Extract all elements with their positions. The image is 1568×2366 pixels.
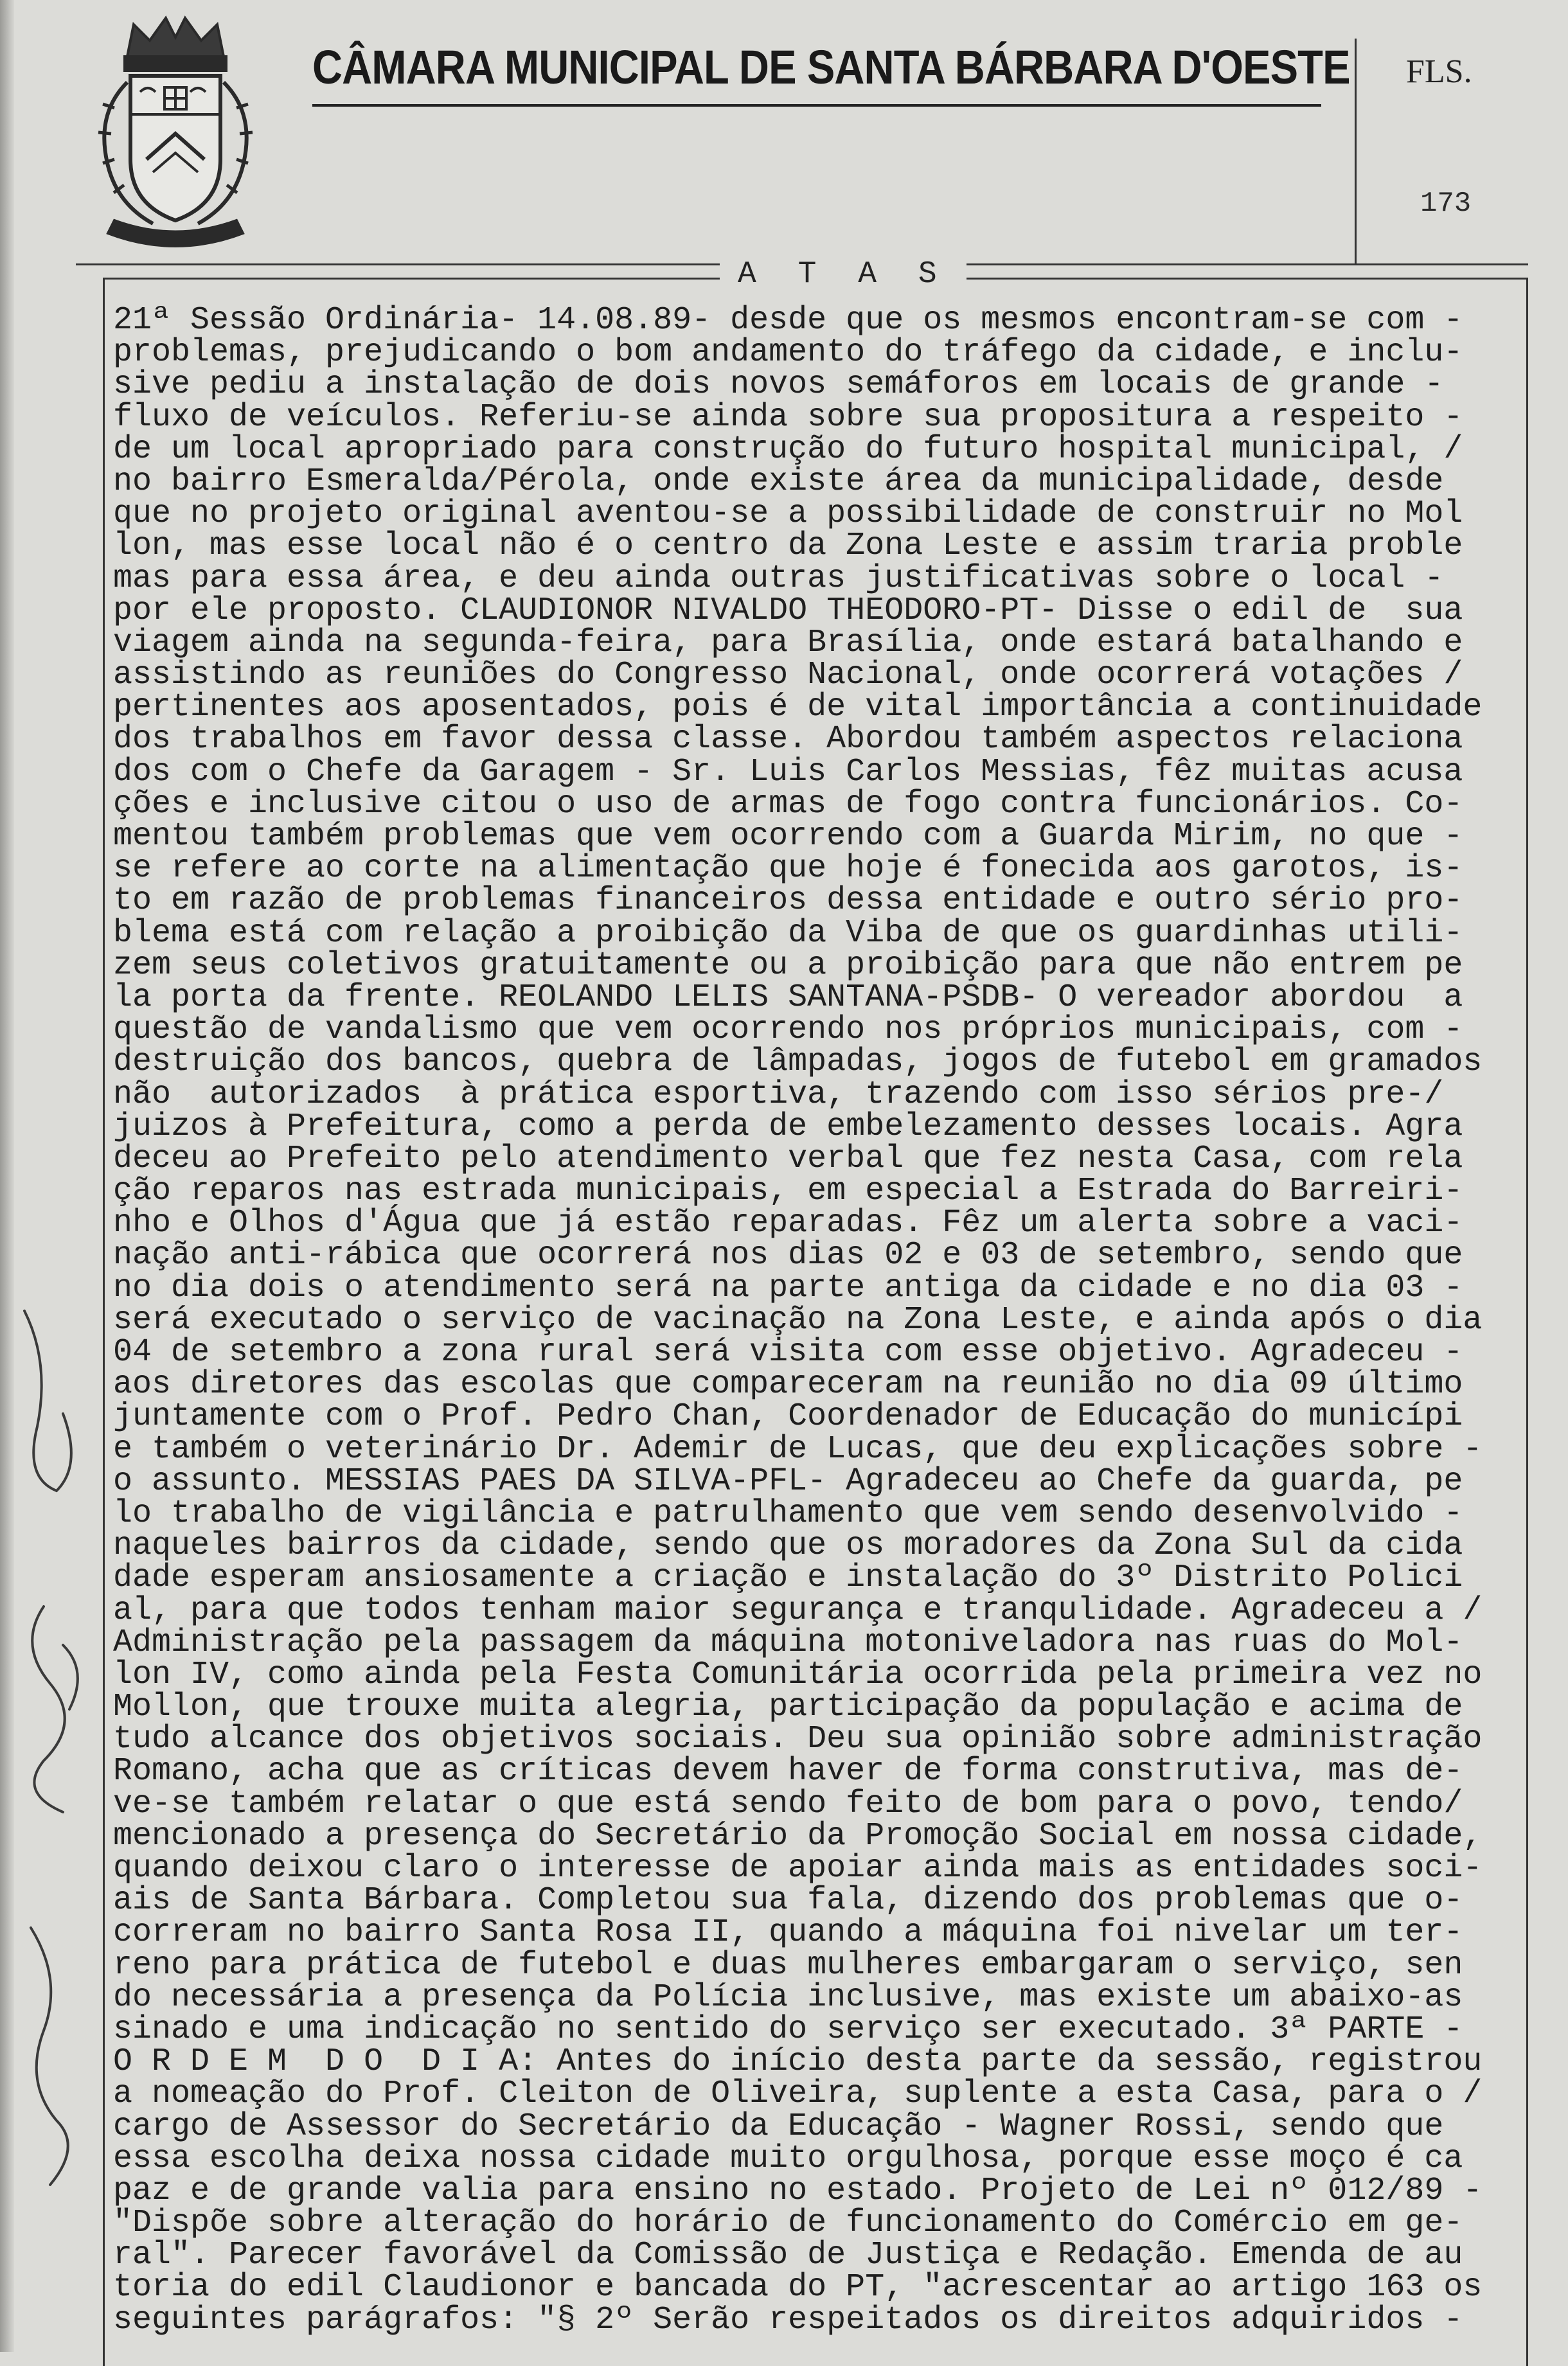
text-line: tudo alcance dos objetivos sociais. Deu sua opinião sobre administração xyxy=(113,1721,1483,1758)
text-line: no dia dois o atendimento será na parte antiga da cidade e no dia 03 - xyxy=(113,1269,1463,1306)
text-line: lo trabalho de vigilância e patrulhamento que vem sendo desenvolvido - xyxy=(113,1495,1463,1532)
text-line: quando deixou claro o interesse de apoiar ainda mais as entidades soci- xyxy=(113,1850,1483,1887)
text-line: ções e inclusive citou o uso de armas de fogo contra funcionários. Co- xyxy=(113,785,1463,823)
text-line: 21ª Sessão Ordinária- 14.08.89- desde que os mesmos encontram-se com - xyxy=(113,302,1463,339)
page-number: 173 xyxy=(1420,188,1472,220)
text-line: la porta da frente. REOLANDO LELIS SANTANA-PSDB- O vereador abordou a xyxy=(113,979,1463,1016)
text-line: ais de Santa Bárbara. Completou sua fala, dizendo dos problemas que o- xyxy=(113,1882,1463,1919)
text-line: não autorizados à prática esportiva, trazendo com isso sérios pre-/ xyxy=(113,1076,1444,1113)
text-line: aos diretores das escolas que compareceram na reunião no dia 09 último xyxy=(113,1366,1463,1403)
text-line: ve-se também relatar o que está sendo feito de bom para o povo, tendo/ xyxy=(113,1785,1463,1822)
text-line: toria do edil Claudionor e bancada do PT, "acrescentar ao artigo 163 os xyxy=(113,2269,1483,2306)
text-line: to em razão de problemas financeiros dessa entidade e outro sério pro- xyxy=(113,882,1463,920)
text-line: a nomeação do Prof. Cleiton de Oliveira, suplente a esta Casa, para o / xyxy=(113,2076,1483,2113)
text-line: Romano, acha que as críticas devem haver de forma construtiva, mas de- xyxy=(113,1753,1463,1790)
text-line: deceu ao Prefeito pelo atendimento verbal que fez nesta Casa, com rela xyxy=(113,1140,1463,1177)
text-line: fluxo de veículos. Referiu-se ainda sobre sua propositura a respeito - xyxy=(113,398,1463,436)
text-line: que no projeto original aventou-se a possibilidade de construir no Mol xyxy=(113,495,1463,533)
text-line: essa escolha deixa nossa cidade muito orgulhosa, porque esse moço é ca xyxy=(113,2140,1463,2177)
text-line: sinado e uma indicação no sentido do serviço ser executado. 3ª PARTE - xyxy=(113,2011,1463,2048)
text-line: dade esperam ansiosamente a criação e instalação do 3º Distrito Polici xyxy=(113,1560,1463,1597)
text-line: por ele proposto. CLAUDIONOR NIVALDO THEODORO-PT- Disse o edil de sua xyxy=(113,592,1463,629)
text-line: e também o veterinário Dr. Ademir de Lucas, que deu explicações sobre - xyxy=(113,1430,1483,1468)
text-line: mencionado a presença do Secretário da Promoção Social em nossa cidade, xyxy=(113,1817,1483,1855)
text-line: do necessária a presença da Polícia inclusive, mas existe um abaixo-as xyxy=(113,1979,1463,2016)
title-underline xyxy=(312,104,1321,107)
header-divider xyxy=(1355,39,1357,263)
text-line: juntamente com o Prof. Pedro Chan, Coordenador de Educação do municípi xyxy=(113,1398,1463,1436)
text-line: dos com o Chefe da Garagem - Sr. Luis Carlos Messias, fêz muitas acusa xyxy=(113,753,1463,790)
text-line: pertinentes aos aposentados, pois é de vital importância a continuidade xyxy=(113,689,1483,726)
text-line: O R D E M D O D I A: Antes do início desta parte da sessão, registrou xyxy=(113,2043,1483,2081)
text-line: nho e Olhos d'Água que já estão reparadas. Fêz um alerta sobre a vaci- xyxy=(113,1205,1463,1242)
text-line: Mollon, que trouxe muita alegria, participação da população e acima de xyxy=(113,1689,1463,1726)
text-line: dos trabalhos em favor dessa classe. Abordou também aspectos relaciona xyxy=(113,721,1463,758)
handwritten-margin-signature-icon xyxy=(5,1285,102,2249)
minutes-text xyxy=(113,302,1495,2338)
section-label: A T A S xyxy=(720,257,967,292)
text-line: no bairro Esmeralda/Pérola, onde existe área da municipalidade, desde xyxy=(113,463,1444,500)
municipal-coat-of-arms-icon xyxy=(82,12,269,256)
text-line: cargo de Assessor do Secretário da Educação - Wagner Rossi, sendo que xyxy=(113,2108,1444,2145)
text-line: será executado o serviço de vacinação na Zona Leste, e ainda após o dia xyxy=(113,1301,1483,1339)
text-line: o assunto. MESSIAS PAES DA SILVA-PFL- Agradeceu ao Chefe da guarda, pe xyxy=(113,1463,1463,1500)
text-line: reno para prática de futebol e duas mulheres embargaram o serviço, sen xyxy=(113,1946,1463,1984)
text-line: paz e de grande valia para ensino no estado. Projeto de Lei nº 012/89 - xyxy=(113,2172,1483,2209)
text-line: viagem ainda na segunda-feira, para Brasília, onde estará batalhando e xyxy=(113,624,1463,661)
text-line: ral". Parecer favorável da Comissão de Justiça e Redação. Emenda de au xyxy=(113,2237,1463,2274)
text-line: nação anti-rábica que ocorrerá nos dias 02 e 03 de setembro, sendo que xyxy=(113,1237,1463,1274)
text-line: "Dispõe sobre alteração do horário de funcionamento do Comércio em ge- xyxy=(113,2205,1463,2242)
text-line: naqueles bairros da cidade, sendo que os moradores da Zona Sul da cida xyxy=(113,1527,1463,1565)
text-line: destruição dos bancos, quebra de lâmpadas, jogos de futebol em gramados xyxy=(113,1044,1483,1081)
text-line: sive pediu a instalação de dois novos semáforos em locais de grande - xyxy=(113,366,1444,404)
text-line: ção reparos nas estrada municipais, em especial a Estrada do Barreiri- xyxy=(113,1173,1463,1210)
text-line: lon IV, como ainda pela Festa Comunitária ocorrida pela primeira vez no xyxy=(113,1656,1483,1693)
text-line: al, para que todos tenham maior segurança e tranqulidade. Agradeceu a / xyxy=(113,1592,1483,1629)
fls-label: FLS. xyxy=(1406,53,1472,90)
text-line: problemas, prejudicando o bom andamento do tráfego da cidade, e inclu- xyxy=(113,334,1463,371)
text-line: Administração pela passagem da máquina motoniveladora nas ruas do Mol- xyxy=(113,1624,1463,1661)
text-line: mas para essa área, e deu ainda outras justificativas sobre o local - xyxy=(113,560,1444,597)
text-line: blema está com relação a proibição da Viba de que os guardinhas utili- xyxy=(113,914,1463,952)
text-line: de um local apropriado para construção do futuro hospital municipal, / xyxy=(113,431,1463,468)
text-line: assistindo as reuniões do Congresso Nacional, onde ocorrerá votações / xyxy=(113,657,1463,694)
text-line: 04 de setembro a zona rural será visita com esse objetivo. Agradeceu - xyxy=(113,1334,1463,1371)
chamber-title: CÂMARA MUNICIPAL DE SANTA BÁRBARA D'OESTE xyxy=(312,40,1350,94)
text-line: zem seus coletivos gratuitamente ou a proibição para que não entrem pe xyxy=(113,947,1463,984)
text-line: juizos à Prefeitura, como a perda de embelezamento desses locais. Agra xyxy=(113,1108,1463,1145)
text-line: se refere ao corte na alimentação que hoje é fonecida aos garotos, is- xyxy=(113,850,1463,887)
text-line: questão de vandalismo que vem ocorrendo nos próprios municipais, com - xyxy=(113,1011,1463,1049)
text-line: mentou também problemas que vem ocorrendo com a Guarda Mirim, no que - xyxy=(113,818,1463,855)
text-line: correram no bairro Santa Rosa II, quando a máquina foi nivelar um ter- xyxy=(113,1914,1463,1952)
text-line: lon, mas esse local não é o centro da Zona Leste e assim traria proble xyxy=(113,528,1463,565)
text-line: seguintes parágrafos: "§ 2º Serão respeitados os direitos adquiridos - xyxy=(113,2301,1463,2338)
